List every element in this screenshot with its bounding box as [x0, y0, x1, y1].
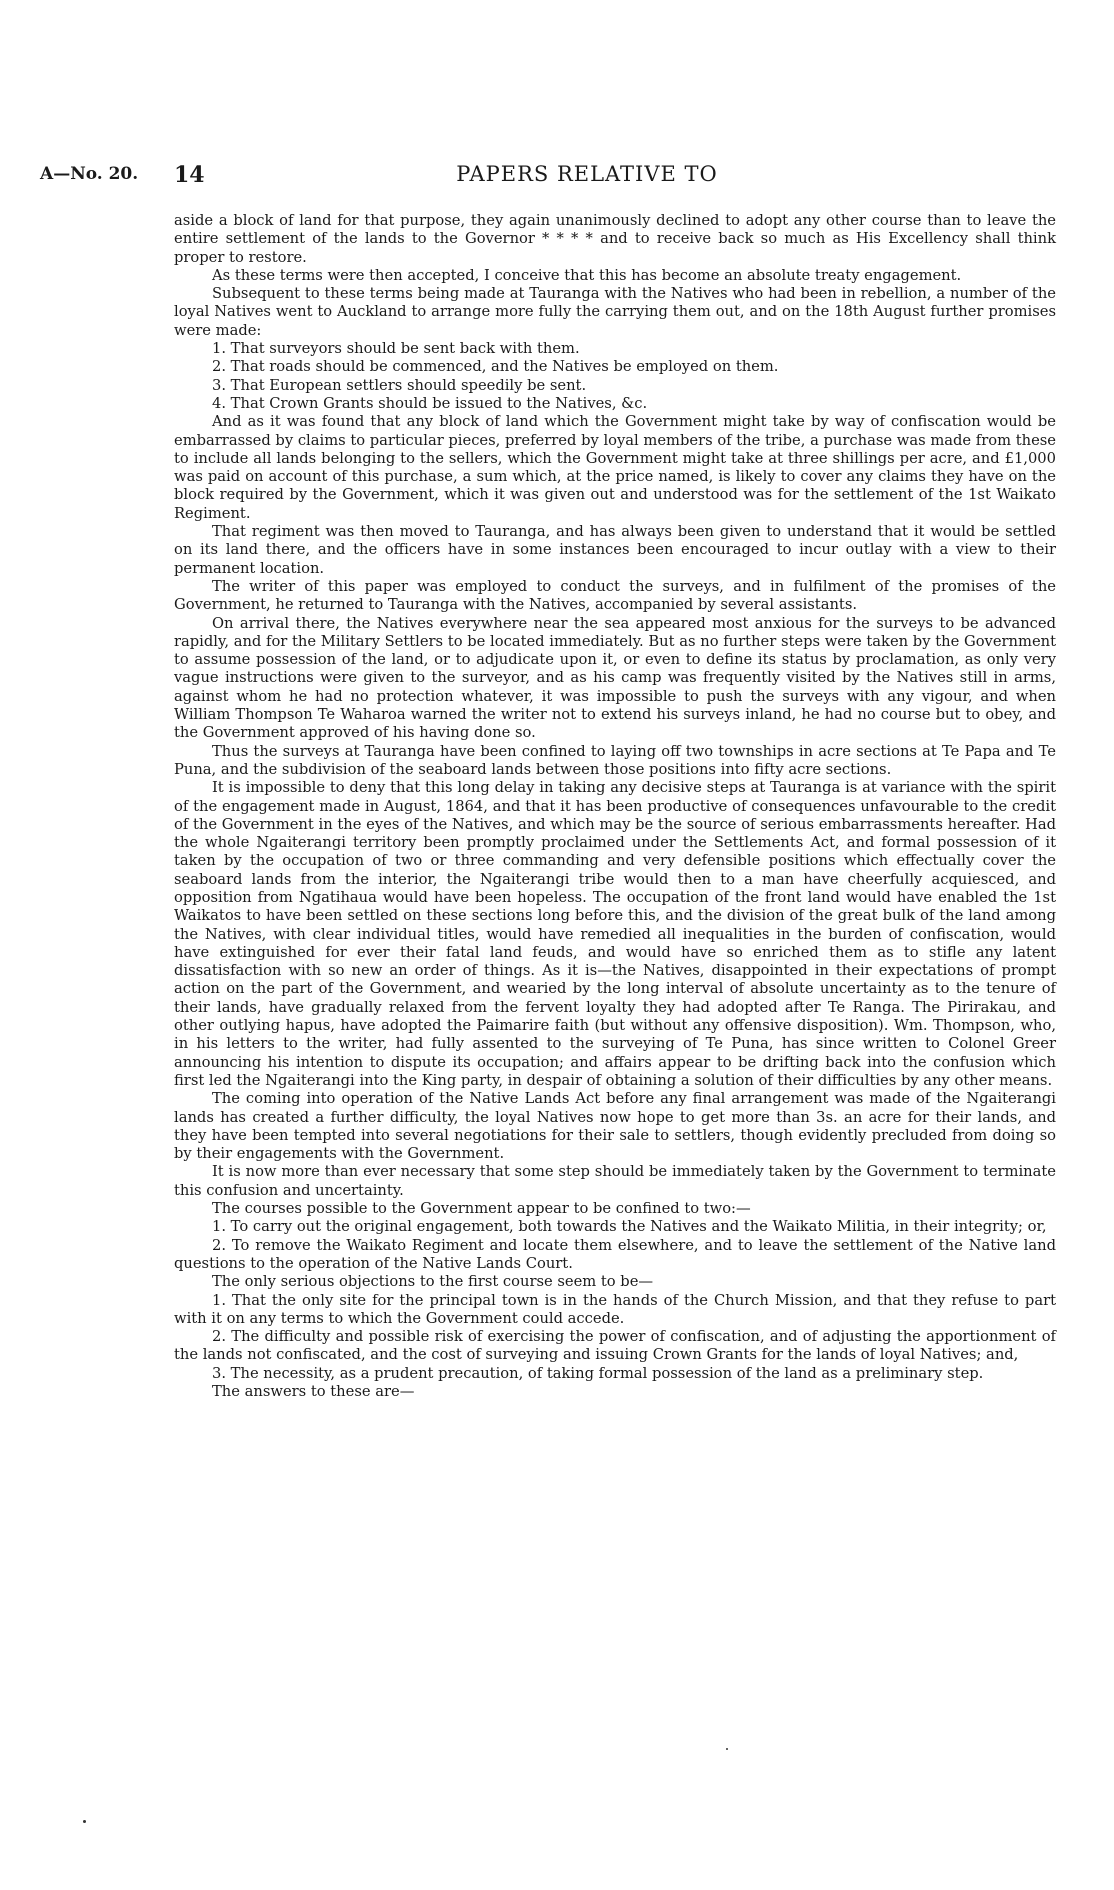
paragraph: On arrival there, the Natives everywhere near the sea appeared most anxious for the surveys to be advanced rapidly, and for the Military Settlers to be located immediately. But as no further steps were taken by the Government to assume possession of the land, or to adjudicate upon it, or even to define its status by proclamation, as only very vague instructions were given to the surveyor, and as his camp was frequently visited by the Natives still in arms, against whom he had no protection whatever, it was impossible to push the surveys with any vigour, and when William Thompson Te Waharoa warned the writer not to extend his surveys inland, he had no course but to obey, and the Government approved of his having done so.	[174, 614, 1056, 742]
paragraph: The coming into operation of the Native Lands Act before any final arrangement was made of the Ngaiterangi lands has created a further difficulty, the loyal Natives now hope to get more than 3s. an acre for their lands, and they have been tempted into several negotiations for their sale to settlers, though evidently precluded from doing so by their engagements with the Government.	[174, 1090, 1056, 1163]
list-item: 3. That European settlers should speedily be sent.	[212, 376, 587, 394]
paragraph: The only serious objections to the first course seem to be—	[212, 1273, 654, 1291]
running-title: PAPERS RELATIVE TO	[456, 162, 718, 186]
paragraph: It is impossible to deny that this long delay in taking any decisive steps at Tauranga is at variance with the spirit of the engagement made in August, 1864, and that it has been productive of consequences unfavourable to the credit of the Government in the eyes of the Natives, and which may be the source of serious embarrassments hereafter. Had the whole Ngaiterangi territory been promptly proclaimed under the Settlements Act, and formal possession of it taken by the occupation of two or three commanding and very defensible positions which effectually cover the seaboard lands from the interior, the Ngaiterangi tribe would then to a man have cheerfully acquiesced, and opposition from Ngatihaua would have been hopeless. The occupation of the front land would have enabled the 1st Waikatos to have been settled on these sections long before this, and the division of the great bulk of the land among the Natives, with clear individual titles, would have remedied all inequalities in the burden of confiscation, would have extinguished for ever their fatal land feuds, and would have so enriched them as to stifle any latent dissatisfaction with so new an order of things. As it is—the Natives, disappointed in their expectations of prompt action on the part of the Government, and wearied by the long interval of absolute uncertainty as to the tenure of their lands, have gradually relaxed from the fervent loyalty they had adopted after Te Ranga. The Pirirakau, and other outlying hapus, have adopted the Paimarire faith (but without any offensive disposition). Wm. Thompson, who, in his letters to the writer, had fully assented to the surveying of Te Puna, has since written to Colonel Greer announcing his intention to dispute its occupation; and affairs appear to be drifting back into the confusion which first led the Ngaiterangi into the King party, in despair of obtaining a solution of their difficulties by any other means.	[174, 779, 1056, 1089]
paragraph: The writer of this paper was employed to conduct the surveys, and in fulfilment of the promises of the Government, he returned to Tauranga with the Natives, accompanied by several assistants.	[174, 577, 1056, 614]
document-reference: A—No. 20.	[40, 164, 139, 184]
paragraph: And as it was found that any block of land which the Government might take by way of confiscation would be embarrassed by claims to particular pieces, preferred by loyal members of the tribe, a purchase was made from these to include all lands belonging to the sellers, which the Government might take at three shillings per acre, and £1,000 was paid on account of this purchase, a sum which, at the price named, is likely to cover any claims they have on the block required by the Government, which it was given out and understood was for the settlement of the 1st Waikato Regiment.	[174, 413, 1056, 522]
scan-speck	[726, 1748, 728, 1750]
list-item: 4. That Crown Grants should be issued to the Natives, &c.	[212, 394, 648, 412]
list-item: 1. That the only site for the principal town is in the hands of the Church Mission, and that they refuse to part with it on any terms to which the Government could accede.	[174, 1291, 1056, 1327]
paragraph: Subsequent to these terms being made at Tauranga with the Natives who had been in rebellion, a number of the loyal Natives went to Auckland to arrange more fully the carrying them out, and on the 18th August further promises were made:	[174, 285, 1056, 339]
body-text	[174, 212, 1056, 1401]
paragraph: aside a block of land for that purpose, they again unanimously declined to adopt any other course than to leave the entire settlement of the lands to the Governor * * * * and to receive back so much as His Excellency shall think proper to restore.	[174, 212, 1056, 266]
paragraph: The answers to these are—	[212, 1383, 415, 1400]
list-item: 2. The difficulty and possible risk of exercising the power of confiscation, and of adjusting the apportionment of the lands not confiscated, and the cost of surveying and issuing Crown Grants for the lands of loyal Natives; and,	[174, 1328, 1056, 1364]
paragraph: Thus the surveys at Tauranga have been confined to laying off two townships in acre sections at Te Papa and Te Puna, and the subdivision of the seaboard lands between those positions into fifty acre sections.	[174, 742, 1056, 778]
paragraph: The courses possible to the Government appear to be confined to two:—	[212, 1200, 751, 1218]
page-number: 14	[174, 162, 205, 188]
list-item: 3. The necessity, as a prudent precaution, of taking formal possession of the land as a preliminary step.	[212, 1364, 984, 1382]
paragraph: That regiment was then moved to Tauranga, and has always been given to understand that it would be settled on its land there, and the officers have in some instances been encouraged to incur outlay with a view to their permanent location.	[174, 523, 1056, 577]
paragraph: It is now more than ever necessary that some step should be immediately taken by the Government to terminate this confusion and uncertainty.	[174, 1163, 1056, 1199]
paragraph: As these terms were then accepted, I conceive that this has become an absolute treaty engagement.	[212, 266, 962, 284]
list-item: 2. That roads should be commenced, and the Natives be employed on them.	[212, 358, 779, 376]
list-item: 2. To remove the Waikato Regiment and locate them elsewhere, and to leave the settlement of the Native land questions to the operation of the Native Lands Court.	[174, 1236, 1056, 1272]
page-header	[40, 164, 1074, 192]
list-item: 1. To carry out the original engagement, both towards the Natives and the Waikato Militia, in their integrity; or,	[212, 1218, 1047, 1236]
list-item: 1. That surveyors should be sent back with them.	[212, 340, 580, 358]
scan-speck	[83, 1820, 86, 1823]
